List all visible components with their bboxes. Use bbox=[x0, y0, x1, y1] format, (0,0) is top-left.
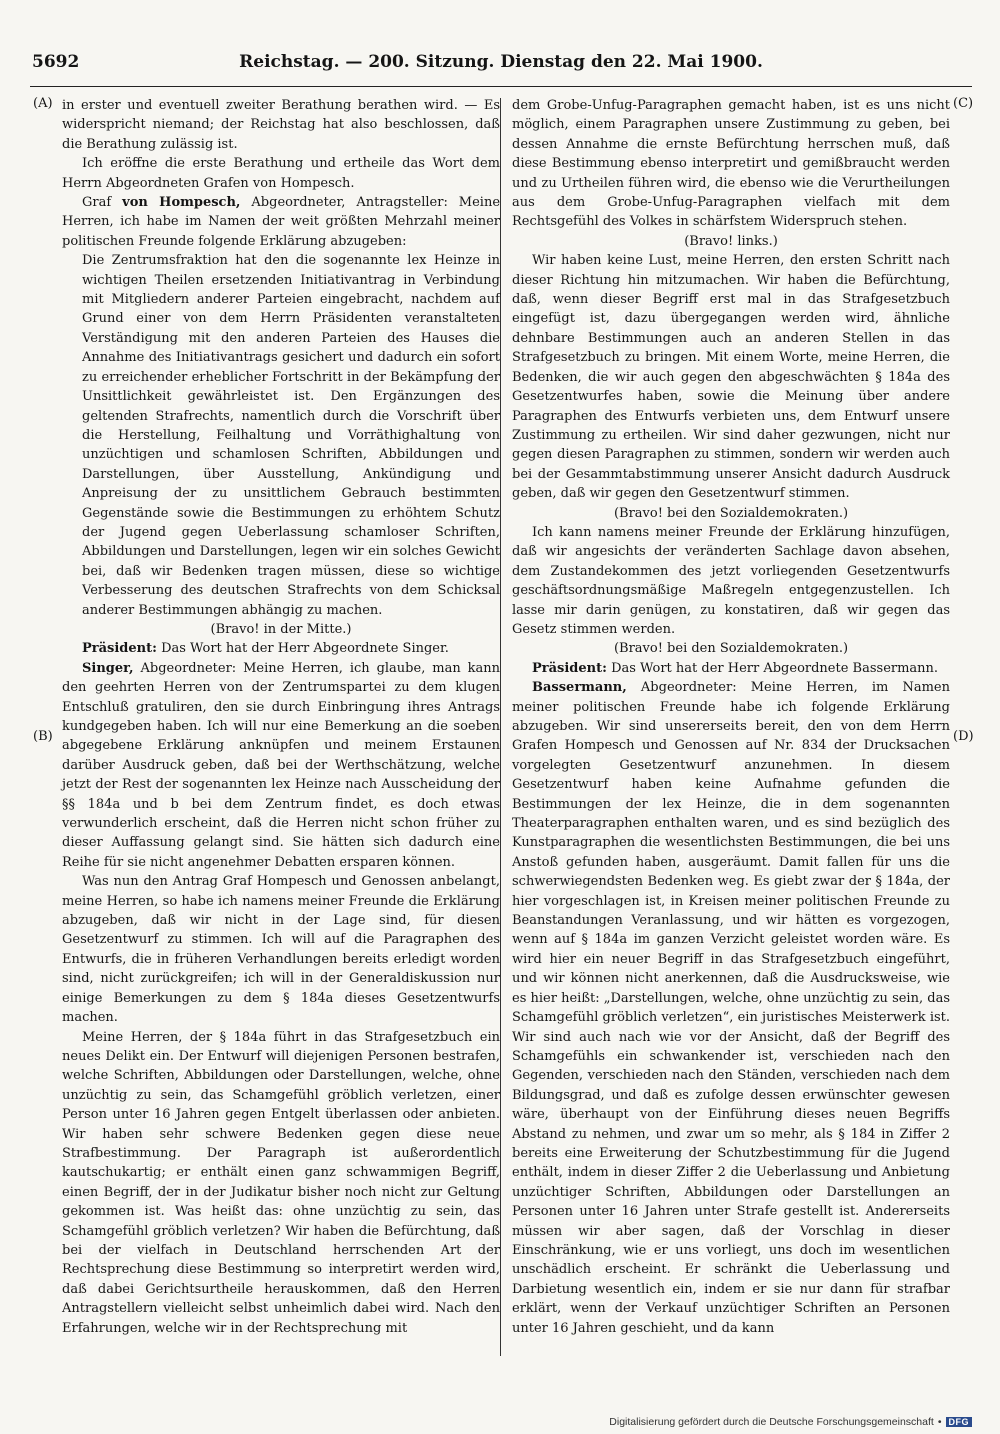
paragraph: Ich kann namens meiner Freunde der Erklärung hinzufügen, daß wir angesichts der veränderten Sachlage davon absehen, dem Zustandekommen des jetzt vorliegenden Gesetzentwurfs geschäftsordnungsmäßige Maßregeln entgegenzustellen. Ich lasse mir darin genügen, zu konstatiren, daß wir gegen das Gesetz stimmen werden. bbox=[512, 524, 950, 637]
president-statement bbox=[512, 659, 950, 678]
president-label: Präsident: bbox=[82, 641, 157, 657]
digitization-footer bbox=[609, 1416, 972, 1428]
paragraph: Wir haben keine Lust, meine Herren, den ersten Schritt nach dieser Richtung hin mitzumachen. Wir haben die Befürchtung, daß, wenn dieser Begriff erst mal in das Strafgesetzbuch eingefügt ist, dazu übergegangen werden wird, ähnliche dehnbare Bestimmungen auch an anderen Stellen in das Strafgesetzbuch zu bringen. Mit einem Worte, meine Herren, die Bedenken, die wir auch gegen den abgeschwächten § 184a des Gesetzentwurfes haben, sowie die Meinung über andere Paragraphen des Entwurfs verbieten uns, dem Entwurf unsere Zustimmung zu ertheilen. Wir sind daher gezwungen, nicht nur gegen diesen Paragraphen zu stimmen, sondern wir werden auch bei der Gesammtabstimmung unserer Ansicht dadurch Ausdruck geben, daß wir gegen den Gesetzentwurf stimmen. bbox=[512, 253, 950, 502]
margin-marker-b: (B) bbox=[33, 729, 53, 744]
speech-text: Abgeordneter, Antragsteller: Meine Herren, ich habe im Namen der weit größten Mehrzahl meiner politischen Freunde folgende Erklärung abzugeben: bbox=[62, 195, 501, 249]
margin-marker-d: (D) bbox=[953, 729, 974, 744]
speaker-prefix: Graf bbox=[82, 195, 112, 211]
footer-text: Digitalisierung gefördert durch die Deutsche Forschungsgemeinschaft bbox=[609, 1416, 934, 1428]
applause-note: (Bravo! links.) bbox=[684, 233, 778, 249]
page-number: 5692 bbox=[32, 52, 80, 72]
speech-intro bbox=[62, 659, 500, 872]
applause-note: (Bravo! bei den Sozialdemokraten.) bbox=[613, 641, 849, 657]
speech-intro bbox=[512, 678, 950, 1338]
right-column bbox=[512, 96, 950, 1338]
paragraph: Was nun den Antrag Graf Hompesch und Genossen anbelangt, meine Herren, so habe ich namens meiner Freunde die Erklärung abzugeben, daß wir nicht in der Lage sind, für diesen Gesetzentwurf zu stimmen. Ich will auf die Paragraphen des Entwurfs, die in früheren Verhandlungen bereits erledigt worden sind, nicht zurückgreifen; ich will in der Generaldiskussion nur einige Bemerkungen zu dem § 184a dieses Gesetzentwurfs machen. bbox=[62, 874, 500, 1026]
speech-intro bbox=[62, 193, 500, 251]
paragraph: dem Grobe-Unfug-Paragraphen gemacht haben, ist es uns nicht möglich, einem Paragraphen unsere Zustimmung zu geben, bei dessen Annahme die ernste Befürchtung herrschen muß, daß diese Bestimmung ebenso interpretirt und gemißbraucht werden und zu Urtheilen führen wird, die ebenso wie die Verurtheilungen aus dem Grobe-Unfug-Paragraphen vielfach mit dem Rechtsgefühl des Volkes in schärfstem Widerspruch stehen. bbox=[512, 98, 950, 230]
president-text: Das Wort hat der Herr Abgeordnete Bassermann. bbox=[611, 660, 939, 676]
header-rule bbox=[30, 86, 972, 87]
paragraph: in erster und eventuell zweiter Berathung berathen wird. — Es widerspricht niemand; der Reichstag hat also beschlossen, daß die Berathung zulässig ist. bbox=[62, 98, 500, 152]
speaker-name: Bassermann, bbox=[532, 680, 627, 696]
speech-text: Abgeordneter: Meine Herren, im Namen meiner politischen Freunde habe ich folgende Erklärung abzugeben. Wir sind unsererseits bereit, den von dem Herrn Grafen Hompesch und Genossen auf Nr. 834 der Drucksachen vorgelegten Gesetzentwurf anzunehmen. In diesem Gesetzentwurf haben keine Aufnahme gefunden die Bestimmungen der lex Heinze, die in dem sogenannten Theaterparagraphen enthalten waren, und es sind bezüglich des Kunstparagraphen die wesentlichsten Bestimmungen, die bei uns Anstoß gefunden haben, ausgeräumt. Damit fallen für uns die schwerwiegendsten Bedenken weg. Es giebt zwar der § 184a, der hier vorgeschlagen ist, in Kreisen meiner politischen Freunde zu Beanstandungen Veranlassung, und wir hätten es vorgezogen, wenn auf § 184a im ganzen Verzicht geleistet worden wäre. Es wird hier ein neuer Begriff in das Strafgesetzbuch eingeführt, und wir können nicht anerkennen, daß die Ausdrucksweise, wie es hier heißt: „Darstellungen, welche, ohne unzüchtig zu sein, das Schamgefühl gröblich verletzen“, ein juristisches Meisterwerk ist. Wir sind auch nach wie vor der Ansicht, daß der Begriff des Schamgefühls ein schwankender ist, verschieden nach den Gegenden, verschieden nach den Ständen, verschieden nach dem Bildungsgrad, und daß es zufolge dessen erwünschter gewesen wäre, überhaupt von der Einführung dieses neuen Begriffs Abstand zu nehmen, und zwar um so mehr, als § 184 in Ziffer 2 bereits eine Erweiterung der Schutzbestimmung für die Jugend enthält, indem in dieser Ziffer 2 die Ueberlassung und Anbietung unzüchtiger Schriften, Abbildungen oder Darstellungen an Personen unter 16 Jahren unter Strafe gestellt ist. Andererseits müssen wir aber sagen, daß der Vorschlag in dieser Einschränkung, wie er uns vorliegt, uns doch im wesentlichen unschädlich erscheint. Er schränkt die Ueberlassung und Darbietung wesentlich ein, indem er sie nur dann für strafbar erklärt, wenn der Verkauf unzüchtiger Schriften an Personen unter 16 Jahren geschieht, und da kann bbox=[512, 680, 950, 1336]
speech-text: Abgeordneter: Meine Herren, ich glaube, man kann den geehrten Herren von der Zentrumspartei zu dem klugen Entschluß gratuliren, den sie durch Einbringung ihres Antrags kundgegeben haben. Ich will nur eine Bemerkung an die soeben abgegebene Erklärung anknüpfen und meinem Erstaunen darüber Ausdruck geben, daß bei der Werthschätzung, welche jetzt der Rest der sogenannten lex Heinze nach Ausscheidung der §§ 184a und b bei dem Zentrum findet, es doch etwas verwunderlich erscheint, daß die Herren nicht schon früher zu dieser Auffassung gelangt sind. Sie hätten sich dadurch eine Reihe für sie nicht angenehmer Debatten ersparen können. bbox=[62, 660, 500, 870]
page-running-title: Reichstag. — 200. Sitzung. Dienstag den 22. Mai 1900. bbox=[239, 52, 763, 72]
paragraph: Meine Herren, der § 184a führt in das Strafgesetzbuch ein neues Delikt ein. Der Entwurf will diejenigen Personen bestrafen, welche Schriften, Abbildungen oder Darstellungen, welche, ohne unzüchtig zu sein, das Schamgefühl gröblich verletzen, einer Person unter 16 Jahren gegen Entgelt überlassen oder anbieten. Wir haben sehr schwere Bedenken gegen diese neue Strafbestimmung. Der Paragraph ist außerordentlich kautschukartig; er enthält einen ganz schwammigen Begriff, einen Begriff, der in der Judikatur bisher noch nicht zur Geltung gekommen ist. Was heißt das: ohne unzüchtig zu sein, das Schamgefühl gröblich verletzen? Wir haben die Befürchtung, daß bei der vielfach in Deutschland herrschenden Art der Rechtsprechung diese Bestimmung so interpretirt werden wird, daß dabei Gerichtsurtheile herauskommen, daß den Herren Antragstellern vielleicht selbst unheimlich dabei wird. Nach den Erfahrungen, welche wir in der Rechtsprechung mit bbox=[62, 1029, 500, 1336]
column-divider bbox=[500, 98, 501, 1356]
president-label: Präsident: bbox=[532, 660, 607, 676]
left-column bbox=[62, 96, 500, 1338]
speaker-name: von Hompesch, bbox=[122, 195, 241, 211]
paragraph: Ich eröffne die erste Berathung und ertheile das Wort dem Herrn Abgeordneten Grafen von Hompesch. bbox=[62, 156, 500, 191]
margin-marker-a: (A) bbox=[33, 96, 53, 111]
applause-note: (Bravo! in der Mitte.) bbox=[210, 621, 352, 637]
dfg-logo: DFG bbox=[946, 1417, 973, 1427]
margin-marker-c: (C) bbox=[953, 96, 974, 111]
president-text: Das Wort hat der Herr Abgeordnete Singer. bbox=[161, 641, 449, 657]
speaker-name: Singer, bbox=[82, 660, 134, 676]
declaration-text: Die Zentrumsfraktion hat den die sogenannte lex Heinze in wichtigen Theilen ersetzenden Initiativantrag in Verbindung mit Mitgliedern anderer Parteien eingebracht, nachdem auf Grund einer von dem Herrn Präsidenten veranstalteten Verständigung mit den anderen Parteien des Hauses die Annahme des Initiativantrags gesichert und dadurch ein sofort zu erreichender erheblicher Fortschritt in der Bekämpfung der Unsittlichkeit gewährleistet ist. Den Ergänzungen des geltenden Strafrechts, namentlich durch die Vorschrift über die Herstellung, Feilhaltung und Vorräthighaltung von unzüchtigen und schamlosen Schriften, Abbildungen und Darstellungen, über Ausstellung, Ankündigung und Anpreisung der zu unsittlichem Gebrauch bestimmten Gegenstände sowie die Bestimmungen zu erhöhtem Schutz der Jugend gegen Ueberlassung schamloser Schriften, Abbildungen und Darstellungen, legen wir ein solches Gewicht bei, daß wir Bedenken tragen müssen, diese so wichtige Verbesserung des deutschen Strafrechts von dem Schicksal anderer Bestimmungen abhängig zu machen. bbox=[82, 253, 500, 618]
applause-note: (Bravo! bei den Sozialdemokraten.) bbox=[613, 505, 849, 521]
president-statement bbox=[62, 639, 500, 658]
footer-separator-icon: • bbox=[937, 1416, 942, 1428]
page-header bbox=[22, 44, 980, 74]
